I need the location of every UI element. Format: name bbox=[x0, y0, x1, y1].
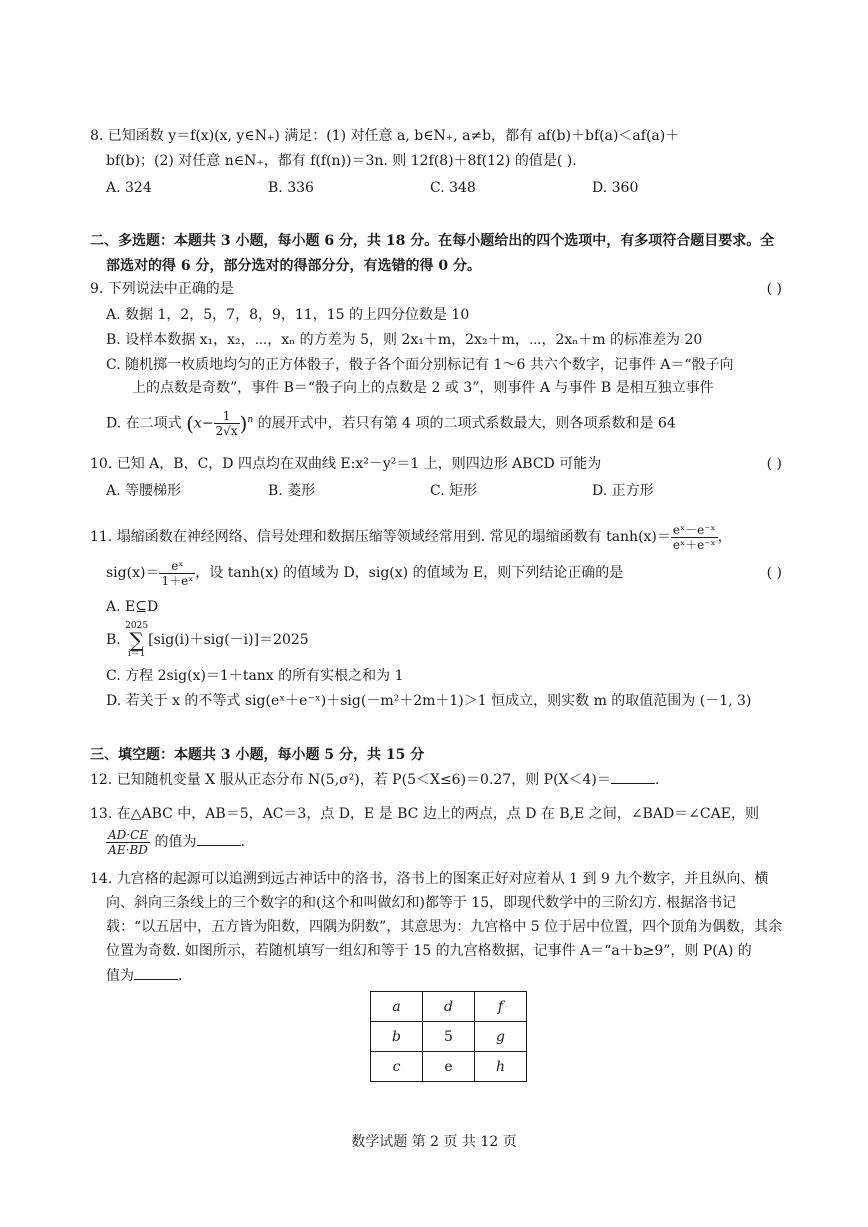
sig-definition: sig(x)＝ bbox=[106, 565, 160, 581]
q11-line2 bbox=[106, 556, 623, 590]
q11-line2-text: ，设 tanh(x) 的值域为 D，sig(x) 的值域为 E，则下列结论正确的是 bbox=[195, 565, 624, 581]
grid-cell: d bbox=[423, 992, 475, 1022]
section3-heading: 三、填空题：本题共 3 小题，每小题 5 分，共 15 分 bbox=[90, 747, 425, 763]
grid-cell: 5 bbox=[423, 1022, 475, 1052]
q11-line1-text: 11. 塌缩函数在神经网络、信号处理和数据压缩等领域经常用到. 常见的塌缩函数有 tanh(x)＝ bbox=[90, 529, 671, 545]
grid-row bbox=[371, 1052, 527, 1082]
q11-option-a: A. E⊆D bbox=[106, 599, 159, 615]
q9-option-d: D. 在二项式 (x− $\frac{1}{2√x}$ )$^n$ 的展开式中，若只有第 4 项的二项式系数最大，则各项系数和是 64 bbox=[106, 409, 676, 439]
q14-line1: 14. 九宫格的起源可以追溯到远古神话中的洛书，洛书上的图案正好对应着从 1 到 9 九个数字，并且纵向、横 bbox=[90, 871, 769, 887]
q8-option-a: A. 324 bbox=[106, 180, 152, 196]
q10-option-a: A. 等腰梯形 bbox=[106, 483, 182, 499]
q11-option-b-expr: [sig(i)＋sig(－i)]＝2025 bbox=[148, 632, 309, 648]
q11-option-d: D. 若关于 x 的不等式 sig(eˣ＋e⁻ˣ)＋sig(－m²＋2m＋1)＞1 恒成立，则实数 m 的取值范围为 (－1, 3) bbox=[106, 693, 752, 709]
q14-line2: 向、斜向三条线上的三个数字的和(这个和叫做幻和)都等于 15，即现代数学中的三阶幻方. 根据洛书记 bbox=[106, 895, 737, 911]
q8-option-d: D. 360 bbox=[592, 180, 639, 196]
q13-period: . bbox=[240, 834, 245, 850]
q9-answer-paren: ( ) bbox=[766, 281, 782, 297]
grid-cell: e bbox=[423, 1052, 475, 1082]
tanh-fraction: $\frac{\text{eˣ－e⁻ˣ}}{\text{eˣ＋e⁻ˣ}}$ bbox=[672, 522, 716, 552]
q12-stem: 12. 已知随机变量 X 服从正态分布 N(5,σ²)，若 P(5＜X≤6)＝0.27，则 P(X＜4)＝ bbox=[90, 772, 611, 788]
q9-binomial-fraction: $\frac{1}{2√x}$ bbox=[215, 409, 238, 439]
q13-line2 bbox=[106, 826, 245, 858]
q13-answer-blank[interactable] bbox=[197, 831, 241, 846]
grid-cell: h bbox=[475, 1052, 527, 1082]
q10-answer-paren: ( ) bbox=[766, 456, 782, 472]
q9-option-c-line1: C. 随机掷一枚质地均匀的正方体骰子，骰子各个面分别标记有 1～6 共六个数字，记事件 A＝“骰子向 bbox=[106, 357, 734, 373]
magic-square-grid bbox=[370, 991, 527, 1082]
grid-row bbox=[371, 1022, 527, 1052]
q8-option-b: B. 336 bbox=[268, 180, 314, 196]
q11-option-b bbox=[106, 620, 309, 660]
q9-option-a: A. 数据 1，2，5，7，8，9，11，15 的上四分位数是 10 bbox=[106, 307, 470, 323]
q14-period: . bbox=[178, 968, 183, 984]
q11-option-c: C. 方程 2sig(x)＝1＋tanx 的所有实根之和为 1 bbox=[106, 668, 404, 684]
q14-answer-blank[interactable] bbox=[134, 965, 178, 980]
q14-line3: 载：“以五居中，五方皆为阳数，四隅为阴数”，其意思为：九宫格中 5 位于居中位置，四个顶角为偶数，其余 bbox=[106, 919, 783, 935]
binomial-open-paren: ( bbox=[186, 411, 194, 436]
q8-line1: 8. 已知函数 y＝f(x)(x, y∈N₊) 满足：(1) 对任意 a, b∈N₊, a≠b，都有 af(b)＋bf(a)＜af(a)＋ bbox=[90, 128, 680, 144]
grid-cell: a bbox=[371, 992, 423, 1022]
grid-cell: f bbox=[475, 992, 527, 1022]
q8-option-c: C. 348 bbox=[430, 180, 476, 196]
q9-option-d-suffix: 的展开式中，若只有第 4 项的二项式系数最大，则各项系数和是 64 bbox=[257, 415, 676, 432]
q8-line2: bf(b)；(2) 对任意 n∈N₊，都有 f(f(n))＝3n. 则 12f(8)＋8f(12) 的值是( ). bbox=[106, 153, 577, 169]
grid-cell: g bbox=[475, 1022, 527, 1052]
q14-line5-text: 值为 bbox=[106, 968, 134, 984]
q14-line5 bbox=[106, 965, 182, 986]
sig-fraction: $\frac{\text{eˣ}}{\text{1＋eˣ}}$ bbox=[161, 558, 194, 588]
q12-period: . bbox=[654, 772, 660, 788]
q10-option-b: B. 菱形 bbox=[268, 483, 316, 499]
q10-stem: 10. 已知 A，B，C，D 四点均在双曲线 E:x²－y²＝1 上，则四边形 ABCD 可能为 bbox=[90, 456, 602, 472]
page-footer: 数学试题 第 2 页 共 12 页 bbox=[351, 1134, 517, 1150]
summation-symbol: 2025 ∑ i＝1 bbox=[125, 621, 149, 659]
q10-option-d: D. 正方形 bbox=[592, 483, 654, 499]
grid-row bbox=[371, 992, 527, 1022]
q11-answer-paren: ( ) bbox=[766, 565, 782, 581]
q13-ratio-fraction: $\frac{AD\cdot CE}{AE\cdot BD}$ bbox=[108, 827, 149, 857]
grid-cell: c bbox=[371, 1052, 423, 1082]
q12-answer-blank[interactable] bbox=[611, 769, 655, 784]
grid-cell: b bbox=[371, 1022, 423, 1052]
q13-line2-text: 的值为 bbox=[154, 834, 197, 850]
q11-option-b-label: B. bbox=[106, 632, 121, 648]
q14-line4: 位置为奇数. 如图所示，若随机填写一组幻和等于 15 的九宫格数据，记事件 A＝“a＋b≥9”，则 P(A) 的 bbox=[106, 943, 752, 959]
binomial-close-paren: ) bbox=[239, 411, 248, 436]
section2-heading-line1: 二、多选题：本题共 3 小题，每小题 6 分，共 18 分。在每小题给出的四个选项中，有多项符合题目要求。全 bbox=[90, 233, 775, 249]
q13-line1: 13. 在△ABC 中，AB＝5，AC＝3，点 D，E 是 BC 边上的两点，点 D 在 B,E 之间，∠BAD＝∠CAE，则 bbox=[90, 806, 759, 822]
q9-option-c-line2: 上的点数是奇数”，事件 B＝“骰子向上的点数是 2 或 3”，则事件 A 与事件 B 是相互独立事件 bbox=[132, 380, 714, 396]
q12-text bbox=[90, 769, 659, 790]
q9-option-d-prefix: D. 在二项式 bbox=[106, 415, 182, 432]
q9-option-b: B. 设样本数据 x₁，x₂，⋯，xₙ 的方差为 5，则 2x₁＋m，2x₂＋m，⋯，2xₙ＋m 的标准差为 20 bbox=[106, 332, 703, 348]
q9-stem: 9. 下列说法中正确的是 bbox=[90, 281, 234, 297]
q10-option-c: C. 矩形 bbox=[430, 483, 478, 499]
q11-line1: 11. 塌缩函数在神经网络、信号处理和数据压缩等领域经常用到. 常见的塌缩函数有 tanh(x)＝ $\frac{\text{eˣ－e⁻ˣ}}{\text{eˣ＋e⁻ˣ}}$ ， bbox=[90, 522, 732, 552]
section2-heading-line2: 部选对的得 6 分，部分选对的得部分分，有选错的得 0 分。 bbox=[106, 258, 481, 274]
